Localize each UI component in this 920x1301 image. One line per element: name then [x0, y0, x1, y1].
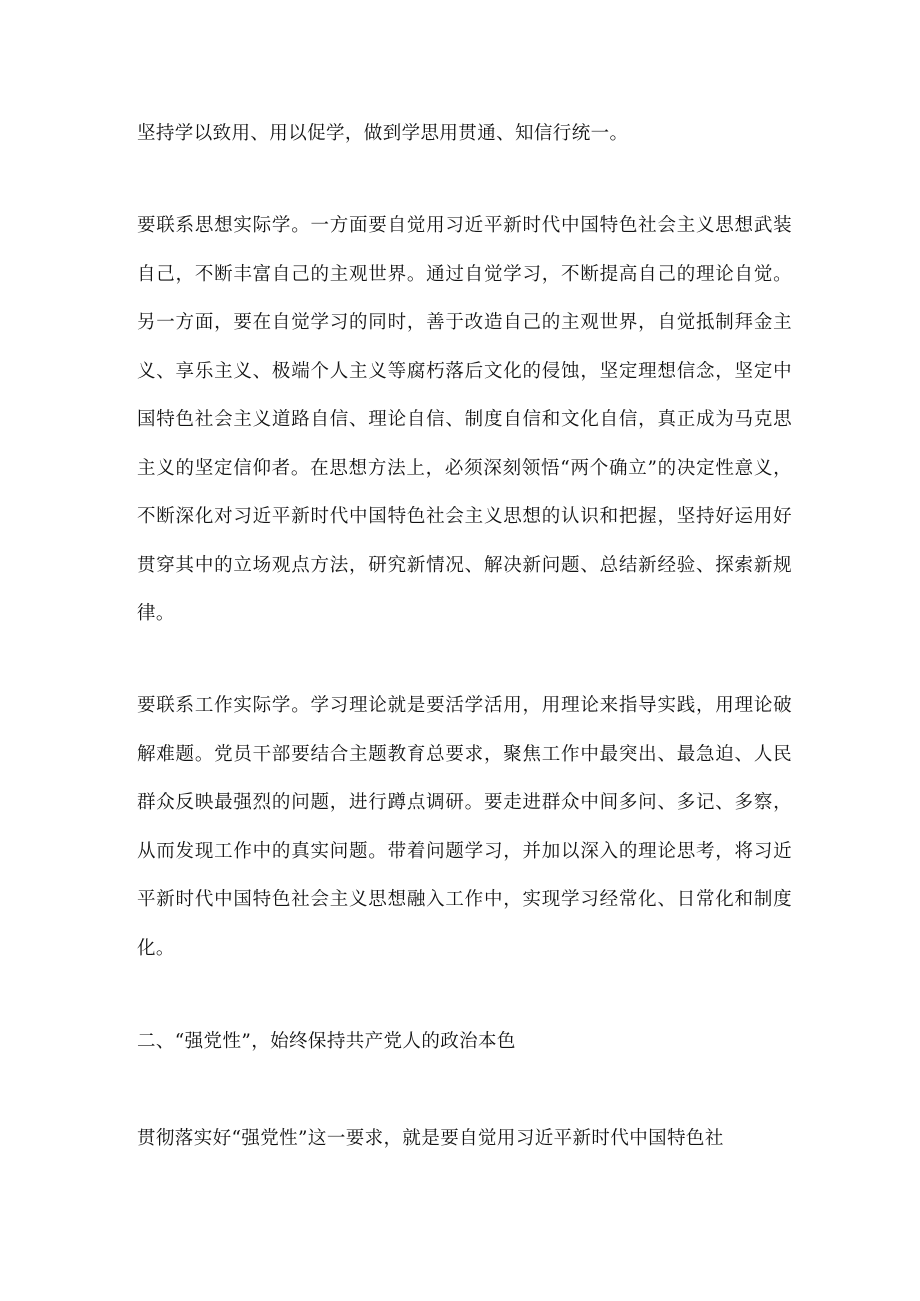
paragraph-intro: 坚持学以致用、用以促学，做到学思用贯通、知信行统一。: [137, 123, 629, 144]
paragraph-work-practice: 要联系工作实际学。学习理论就是要活学活用，用理论来指导实践，用理论破解难题。党员干部要结合主题教育总要求，聚焦工作中最突出、最急迫、人民群众反映最强烈的问题，进行蹲点调研。要走进群众中间多问、多记、多察，从而发现工作中的真实问题。带着问题学习，并加以深入的理论思考，将习近平新时代中国特色社会主义思想融入工作中，实现学习经常化、日常化和制度化。: [137, 695, 792, 959]
paragraph-party-spirit: 贯彻落实好“强党性”这一要求，就是要自觉用习近平新时代中国特色社: [137, 1128, 724, 1149]
section-heading: 二、“强党性”，始终保持共产党人的政治本色: [137, 1031, 516, 1052]
paragraph-thought-practice: 要联系思想实际学。一方面要自觉用习近平新时代中国特色社会主义思想武装自己，不断丰富自己的主观世界。通过自觉学习，不断提高自己的理论自觉。另一方面，要在自觉学习的同时，善于改造自己的主观世界，自觉抵制拜金主义、享乐主义、极端个人主义等腐朽落后文化的侵蚀，坚定理想信念，坚定中国特色社会主义道路自信、理论自信、制度自信和文化自信，真正成为马克思主义的坚定信仰者。在思想方法上，必须深刻领悟“两个确立”的决定性意义，不断深化对习近平新时代中国特色社会主义思想的认识和把握，坚持好运用好贯穿其中的立场观点方法，研究新情况、解决新问题、总结新经验、探索新规律。: [137, 215, 792, 624]
